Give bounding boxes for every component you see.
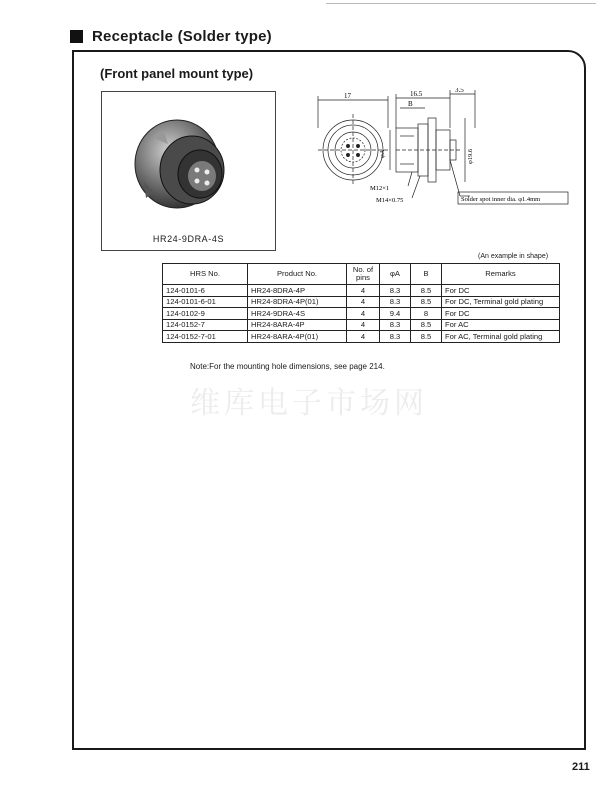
table-row [163, 285, 560, 297]
dim-m12-label: M12×1 [370, 185, 390, 192]
cell-hrs-no: 124-0101-6-01 [163, 296, 248, 308]
cell-hrs-no: 124-0101-6 [163, 285, 248, 297]
table-row [163, 308, 560, 320]
col-phi-a: φA [380, 264, 411, 285]
cell-product-no: HR24-8DRA-4P [248, 285, 347, 297]
dim-m14-label: M14×0.75 [376, 197, 404, 204]
section-title-text: Receptacle (Solder type) [92, 28, 272, 45]
table-row [163, 319, 560, 331]
dim-17-label: 17 [344, 92, 351, 100]
cell-hrs-no: 124-0102-9 [163, 308, 248, 320]
dim-phi-a-label: φA [379, 149, 386, 158]
cell-phi-a: 8.3 [380, 285, 411, 297]
dim-16-5-label: 16.5 [410, 90, 423, 98]
cell-pins: 4 [347, 319, 380, 331]
dim-phi-19-6-label: φ19.6 [467, 148, 474, 164]
cell-b: 8.5 [411, 331, 442, 343]
cell-phi-a: 8.3 [380, 319, 411, 331]
watermark: 维库电子市场网 [190, 386, 428, 421]
top-rule [326, 3, 596, 4]
product-photo [101, 91, 276, 251]
spec-table [162, 263, 560, 343]
cell-product-no: HR24-9DRA-4S [248, 308, 347, 320]
page-number: 211 [572, 761, 590, 773]
col-b: B [411, 264, 442, 285]
cell-product-no: HR24-8ARA-4P(01) [248, 331, 347, 343]
cell-b: 8.5 [411, 296, 442, 308]
cell-remarks: For AC [442, 319, 560, 331]
cell-pins: 4 [347, 331, 380, 343]
square-bullet-icon [70, 30, 83, 43]
cell-b: 8 [411, 308, 442, 320]
subtitle: (Front panel mount type) [100, 66, 254, 81]
cell-phi-a: 8.3 [380, 296, 411, 308]
col-product-no: Product No. [248, 264, 347, 285]
mounting-note: Note:For the mounting hole dimensions, see page 214. [190, 362, 385, 371]
cell-phi-a: 9.4 [380, 308, 411, 320]
dim-3-5-label: 3.5 [455, 88, 464, 94]
cell-remarks: For DC, Terminal gold plating [442, 296, 560, 308]
cell-b: 8.5 [411, 319, 442, 331]
dimension-drawing [300, 88, 580, 218]
col-remarks: Remarks [442, 264, 560, 285]
cell-pins: 4 [347, 296, 380, 308]
table-header-row [163, 264, 560, 285]
cell-remarks: For AC, Terminal gold plating [442, 331, 560, 343]
dim-b-label: B [408, 100, 413, 108]
col-pins: No. of pins [347, 264, 380, 285]
shape-note: (An example in shape) [478, 253, 549, 260]
table-row [163, 296, 560, 308]
cell-phi-a: 8.3 [380, 331, 411, 343]
col-hrs-no: HRS No. [163, 264, 248, 285]
cell-pins: 4 [347, 308, 380, 320]
cell-hrs-no: 124-0152-7-01 [163, 331, 248, 343]
cell-product-no: HR24-8DRA-4P(01) [248, 296, 347, 308]
cell-remarks: For DC [442, 285, 560, 297]
table-row [163, 331, 560, 343]
cell-pins: 4 [347, 285, 380, 297]
cell-hrs-no: 124-0152-7 [163, 319, 248, 331]
cell-b: 8.5 [411, 285, 442, 297]
cell-product-no: HR24-8ARA-4P [248, 319, 347, 331]
cell-remarks: For DC [442, 308, 560, 320]
solder-note-label: Solder spot inner dia. φ1.4mm [461, 196, 541, 203]
photo-caption: HR24-9DRA-4S [152, 234, 225, 244]
section-title [70, 28, 272, 45]
connector-photo-icon [102, 92, 275, 232]
